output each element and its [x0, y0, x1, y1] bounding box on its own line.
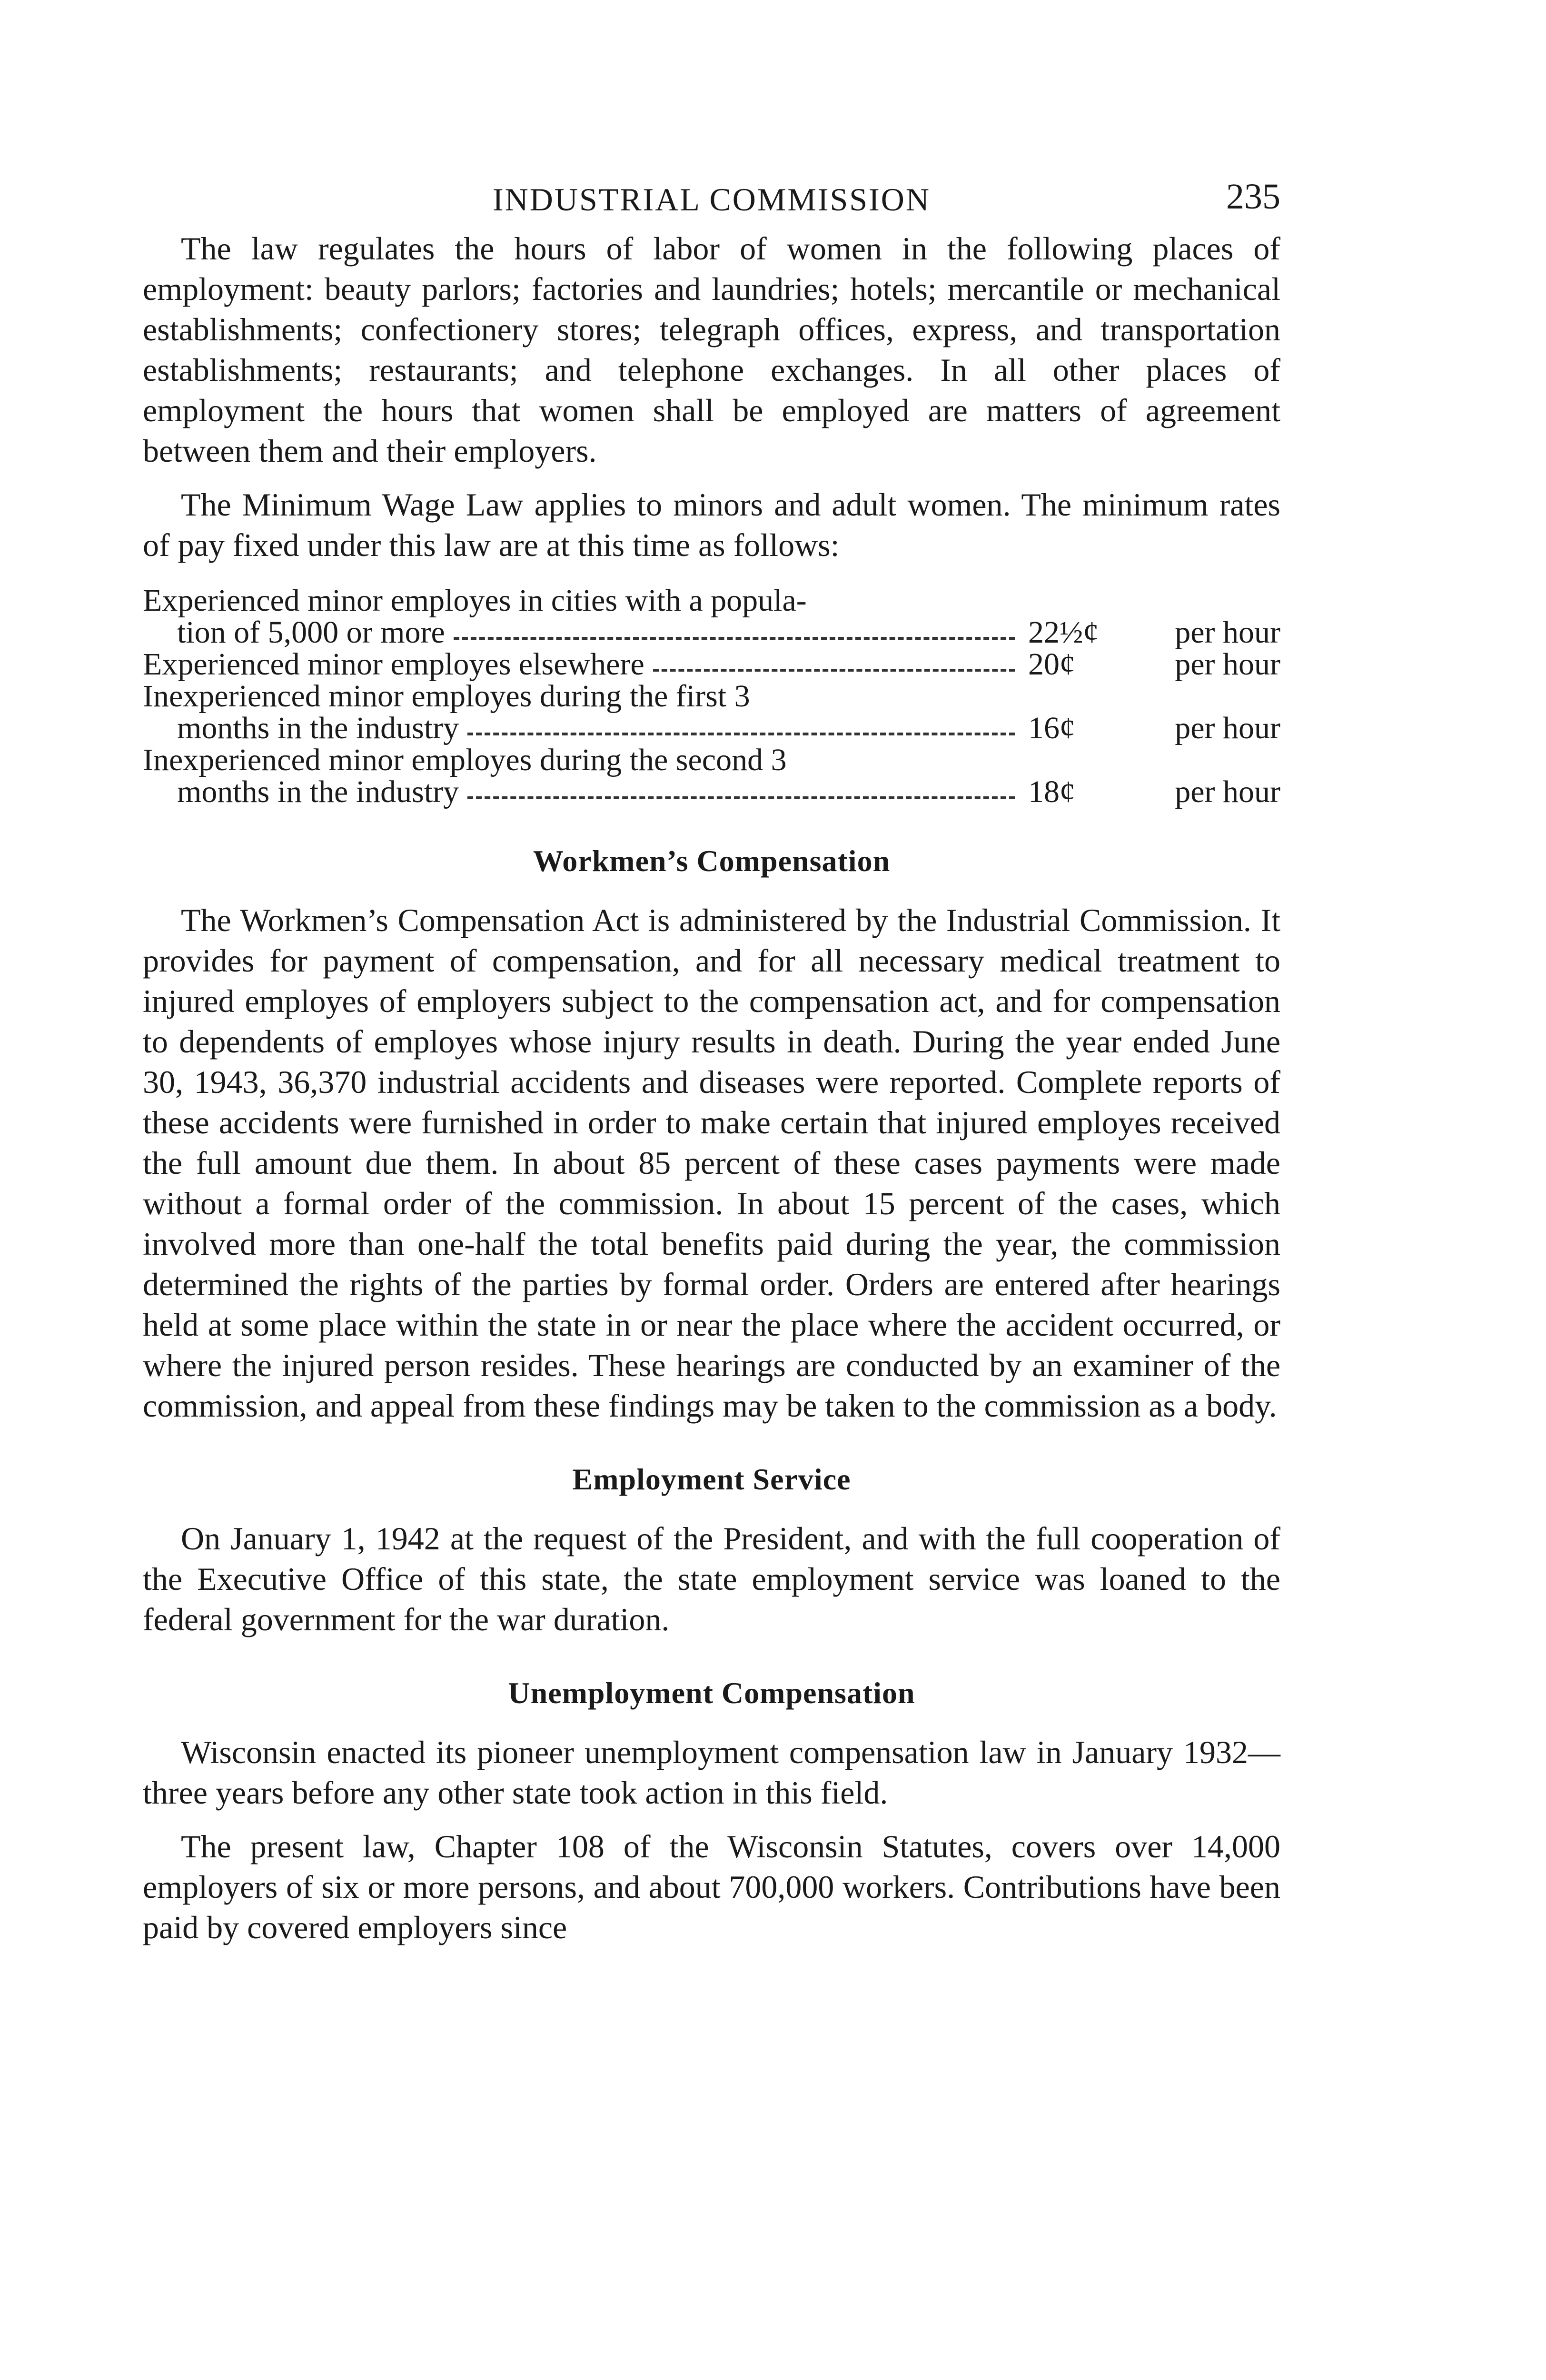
- dot-leader: [467, 776, 1015, 799]
- rate-row: [143, 648, 1280, 680]
- dot-leader: [653, 648, 1015, 672]
- paragraph-employment-service: On January 1, 1942 at the request of the President, and with the full cooperation of the Executive Office of this state, the state employment service was loaned to the federal government for the war duration.: [143, 1520, 1280, 1637]
- document-page: [143, 177, 1280, 1961]
- paragraph-present-law: The present law, Chapter 108 of the Wisconsin Statutes, covers over 14,000 employers of six or more persons, and about 700,000 workers. Contributions have been paid by covered employers since: [143, 1828, 1280, 1945]
- rate-description-line1: Inexperienced minor employes during the second 3: [143, 743, 787, 777]
- minimum-wage-rates-table: [143, 585, 1280, 808]
- rate-row: [143, 744, 1280, 808]
- rate-amount: 16¢: [1028, 711, 1075, 745]
- rate-amount: 20¢: [1028, 647, 1075, 682]
- running-header: [143, 177, 1280, 228]
- rate-row: [143, 585, 1280, 648]
- page-number: 235: [1226, 177, 1280, 217]
- rate-unit: per hour: [1175, 711, 1280, 745]
- dot-leader: [454, 616, 1015, 640]
- rate-amount: 18¢: [1028, 774, 1075, 809]
- rate-unit: per hour: [1175, 615, 1280, 650]
- paragraph-workmens-compensation: The Workmen’s Compensation Act is administered by the Industrial Commission. It provides for payment of compensation, and for all necessary medical treatment to injured employes of employers subject to the compensation act, and for compensation to dependents of employes whose injury results in death. During the year ended June 30, 1943, 36,370 industrial accidents and diseases were reported. Complete reports of these accidents were furnished in order to make certain that injured employes received the full amount due them. In about 85 percent of these cases payments were made without a formal order of the commission. In about 15 percent of the cases, which involved more than one-half the total benefits paid during the year, the commission determined the rights of the parties by formal order. Orders are entered after hearings held at some place within the state in or near the place where the accident occurred, or where the injured person resides. These hearings are conducted by an examiner of the commission, and appeal from these findings may be taken to the commission as a body.: [143, 902, 1280, 1424]
- rate-description-line2: Experienced minor employes elsewhere: [143, 647, 644, 682]
- rate-unit: per hour: [1175, 647, 1280, 682]
- paragraph-hours-of-labor: The law regulates the hours of labor of women in the following places of employment: beauty parlors; factories and laundries; hotels; mercantile or mechanical establishments; confectionery stores; telegraph offices, express, and transportation establishments; restaurants; and telephone exchanges. In all other places of employment the hours that women shall be employed are matters of agreement between them and their employers.: [143, 230, 1280, 469]
- running-title: INDUSTRIAL COMMISSION: [493, 181, 931, 218]
- rate-description-line2: tion of 5,000 or more: [177, 615, 445, 650]
- rate-description-line2: months in the industry: [177, 774, 459, 809]
- rate-unit: per hour: [1175, 774, 1280, 809]
- dot-leader: [467, 712, 1015, 735]
- paragraph-unemployment-history: Wisconsin enacted its pioneer unemployment compensation law in January 1932—three years before any other state took action in this field.: [143, 1734, 1280, 1811]
- rate-description-line1: Experienced minor employes in cities with a popula-: [143, 583, 807, 618]
- section-heading-unemployment-compensation: Unemployment Compensation: [508, 1676, 915, 1710]
- section-heading-workmens-compensation: Workmen’s Compensation: [533, 844, 891, 878]
- paragraph-minimum-wage: The Minimum Wage Law applies to minors and adult women. The minimum rates of pay fixed under this law are at this time as follows:: [143, 486, 1280, 563]
- rate-description-line1: Inexperienced minor employes during the first 3: [143, 679, 750, 714]
- section-heading-employment-service: Employment Service: [572, 1462, 851, 1496]
- rate-row: [143, 680, 1280, 744]
- rate-description-line2: months in the industry: [177, 711, 459, 745]
- rate-amount: 22½¢: [1028, 615, 1099, 650]
